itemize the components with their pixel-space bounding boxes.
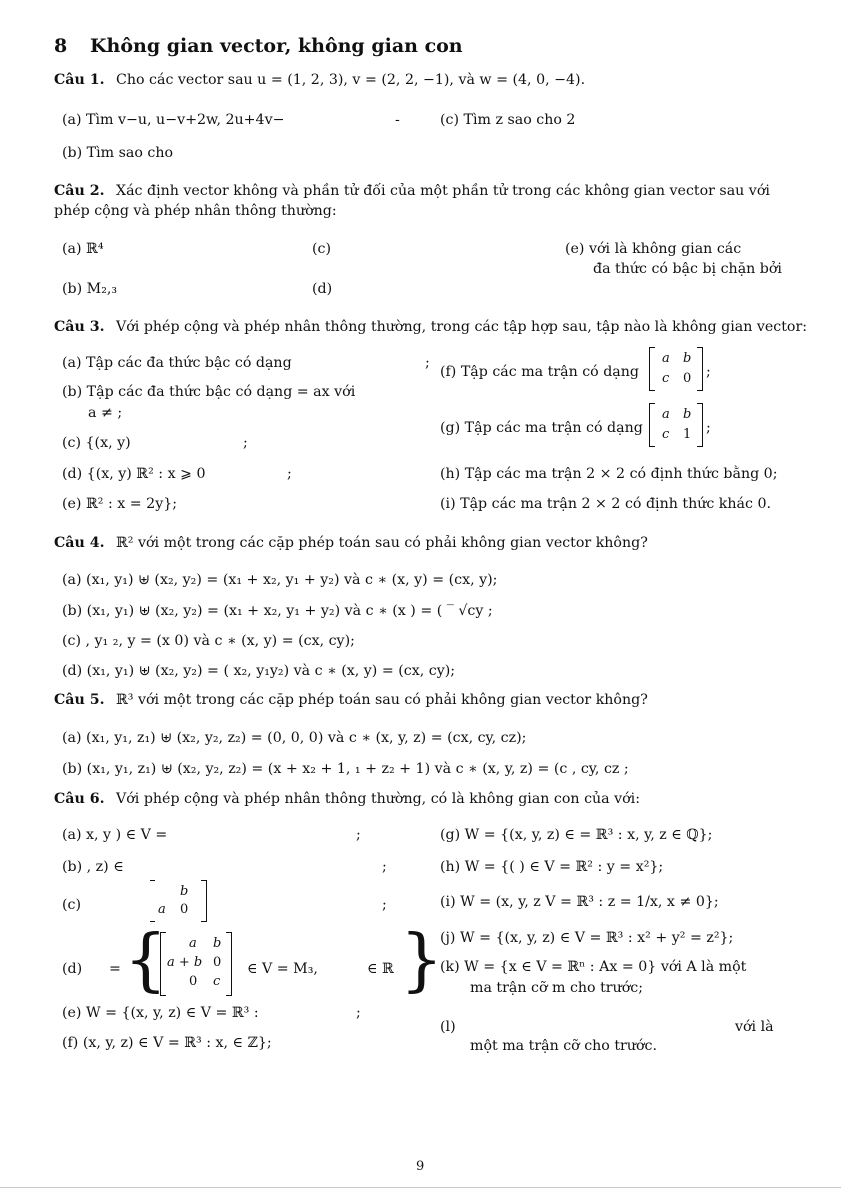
q3-item-f: (f) Tập các ma trận có dạng [440, 364, 639, 380]
q2-item-c: (c) [312, 241, 332, 257]
q3-item-d-end: ; [287, 466, 292, 482]
q3-g-matrix [649, 403, 703, 447]
section-number: 8 [54, 35, 68, 57]
q3-g-matrix-cell: a [662, 407, 670, 422]
q1-item-a: (a) Tìm v−u, u−v+2w, 2u+4v− [62, 112, 285, 128]
q2-label: Câu 2. [54, 183, 105, 199]
q6-item-d-in: ∈ ℝ [367, 961, 394, 977]
q5-label: Câu 5. [54, 692, 105, 708]
section-title: Không gian vector, không gian con [90, 35, 463, 57]
q3-text: Với phép cộng và phép nhân thông thường, trong các tập hợp sau, tập nào là không gian vector: [116, 319, 808, 335]
q5-item-a: (a) (x₁, y₁, z₁) ⊎ (x₂, y₂, z₂) = (0, 0, 0) và c ∗ (x, y, z) = (cx, cy, cz); [62, 730, 527, 746]
q4-item-c: (c) , y₁ ₂, y = (x 0) và c ∗ (x, y) = (cx, cy); [62, 633, 355, 649]
q1-item-a-dash: - [395, 112, 400, 128]
q6-item-l-line1-end: với là [735, 1019, 774, 1035]
q6-label: Câu 6. [54, 791, 105, 807]
q6-d-matrix-cell: a [189, 936, 197, 951]
q2-item-e-line1: (e) với là không gian các [565, 241, 742, 257]
page-number: 9 [416, 1159, 425, 1174]
q6-d-matrix-cell: 0 [213, 955, 222, 970]
q2-text-line1: Xác định vector không và phần tử đối của một phần tử trong các không gian vector sau với [116, 183, 770, 199]
q3-label: Câu 3. [54, 319, 105, 335]
q2-item-b: (b) M₂,₃ [62, 281, 118, 297]
q2-item-e-line2: đa thức có bậc bị chặn bởi [593, 261, 782, 277]
q3-item-a: (a) Tập các đa thức bậc có dạng [62, 355, 292, 371]
q6-item-i: (i) W = (x, y, z V = ℝ³ : z = 1/x, x ≠ 0}; [440, 894, 719, 910]
q3-g-matrix-cell: b [683, 407, 692, 422]
q4-item-d: (d) (x₁, y₁) ⊎ (x₂, y₂) = ( x₂, y₁y₂) và c ∗ (x, y) = (cx, cy); [62, 663, 456, 679]
q6-item-d: (d) [62, 961, 83, 977]
q1-item-b: (b) Tìm sao cho [62, 145, 174, 161]
q6-d-left-brace: { [124, 921, 168, 1000]
q2-item-a: (a) ℝ⁴ [62, 241, 104, 257]
q3-f-matrix-cell: 0 [683, 371, 692, 386]
q3-f-matrix-cell: a [662, 351, 670, 366]
q4-text: ℝ² với một trong các cặp phép toán sau có phải không gian vector không? [116, 535, 648, 551]
q3-g-matrix-cell: 1 [683, 427, 692, 442]
q6-item-d-eq: = [109, 961, 121, 977]
q6-item-l-line1: (l) [440, 1019, 456, 1035]
q3-f-matrix-cell: b [683, 351, 692, 366]
q6-item-k-line2: ma trận cỡ m cho trước; [470, 980, 643, 996]
q5-text: ℝ³ với một trong các cặp phép toán sau có phải không gian vector không? [116, 692, 648, 708]
q6-item-a: (a) x, y ) ∈ V = [62, 827, 168, 843]
q6-c-matrix-cell: 0 [180, 902, 189, 917]
q3-item-h: (h) Tập các ma trận 2 × 2 có định thức bằng 0; [440, 466, 778, 482]
q6-item-j: (j) W = {(x, y, z) ∈ V = ℝ³ : x² + y² = z²}; [440, 930, 734, 946]
q5-item-b: (b) (x₁, y₁, z₁) ⊎ (x₂, y₂, z₂) = (x + x₂ + 1, ₁ + z₂ + 1) và c ∗ (x, y, z) = (c , cy, cz ; [62, 761, 629, 777]
q6-item-e: (e) W = {(x, y, z) ∈ V = ℝ³ : [62, 1005, 259, 1021]
q6-d-matrix-cell: b [213, 936, 222, 951]
q6-item-d-set: ∈ V = M₃, [247, 961, 318, 977]
q6-d-matrix [160, 932, 232, 996]
q3-item-b-line1: (b) Tập các đa thức bậc có dạng = ax với [62, 384, 356, 400]
q6-text: Với phép cộng và phép nhân thông thường, có là không gian con của với: [116, 791, 640, 807]
q3-g-matrix-cell: c [662, 427, 670, 442]
q6-c-matrix-cell: a [158, 902, 166, 917]
q4-item-b: (b) (x₁, y₁) ⊎ (x₂, y₂) = (x₁ + x₂, y₁ + y₂) và c ∗ (x ) = ( ‾ √cy ; [62, 603, 493, 619]
q1-text: Cho các vector sau u = (1, 2, 3), v = (2, 2, −1), và w = (4, 0, −4). [116, 72, 586, 88]
q6-c-matrix [150, 880, 207, 922]
q6-item-c: (c) [62, 897, 82, 913]
q6-d-matrix-cell: c [213, 974, 221, 989]
q6-c-matrix-cell: b [180, 884, 189, 899]
q6-item-c-end: ; [382, 897, 387, 913]
q6-item-e-end: ; [356, 1005, 361, 1021]
q6-d-matrix-cell: 0 [189, 974, 198, 989]
q3-item-c-end: ; [243, 435, 248, 451]
q4-label: Câu 4. [54, 535, 105, 551]
q3-item-f-end: ; [706, 364, 711, 380]
q3-item-e: (e) ℝ² : x = 2y}; [62, 496, 178, 512]
q1-item-c: (c) Tìm z sao cho 2 [440, 112, 576, 128]
q3-item-i: (i) Tập các ma trận 2 × 2 có định thức khác 0. [440, 496, 771, 512]
q3-item-b-line2: a ≠ ; [88, 405, 123, 421]
q3-item-c: (c) {(x, y) [62, 435, 131, 451]
bottom-divider [0, 1187, 841, 1188]
q4-item-a: (a) (x₁, y₁) ⊎ (x₂, y₂) = (x₁ + x₂, y₁ + y₂) và c ∗ (x, y) = (cx, y); [62, 572, 498, 588]
q3-f-matrix [649, 347, 703, 391]
q6-item-b-end: ; [382, 859, 387, 875]
q2-item-d: (d) [312, 281, 333, 297]
q6-item-a-end: ; [356, 827, 361, 843]
q3-f-matrix-cell: c [662, 371, 670, 386]
q3-item-d: (d) {(x, y) ℝ² : x ⩾ 0 [62, 466, 206, 482]
q3-item-g-end: ; [706, 420, 711, 436]
q6-d-matrix-cell: a + b [167, 955, 203, 970]
q2-text-line2: phép cộng và phép nhân thông thường: [54, 203, 337, 219]
q6-item-l-line2: một ma trận cỡ cho trước. [470, 1038, 657, 1054]
q3-item-a-end: ; [425, 355, 430, 371]
q1-label: Câu 1. [54, 72, 105, 88]
q6-item-f: (f) (x, y, z) ∈ V = ℝ³ : x, ∈ ℤ}; [62, 1035, 272, 1051]
q6-item-h: (h) W = {( ) ∈ V = ℝ² : y = x²}; [440, 859, 664, 875]
q6-item-g: (g) W = {(x, y, z) ∈ = ℝ³ : x, y, z ∈ ℚ}; [440, 827, 713, 843]
q6-item-k-line1: (k) W = {x ∈ V = ℝⁿ : Ax = 0} với A là một [440, 959, 747, 975]
q6-item-b: (b) , z) ∈ [62, 859, 124, 875]
q6-d-right-brace: } [400, 921, 444, 1000]
q3-item-g: (g) Tập các ma trận có dạng [440, 420, 643, 436]
